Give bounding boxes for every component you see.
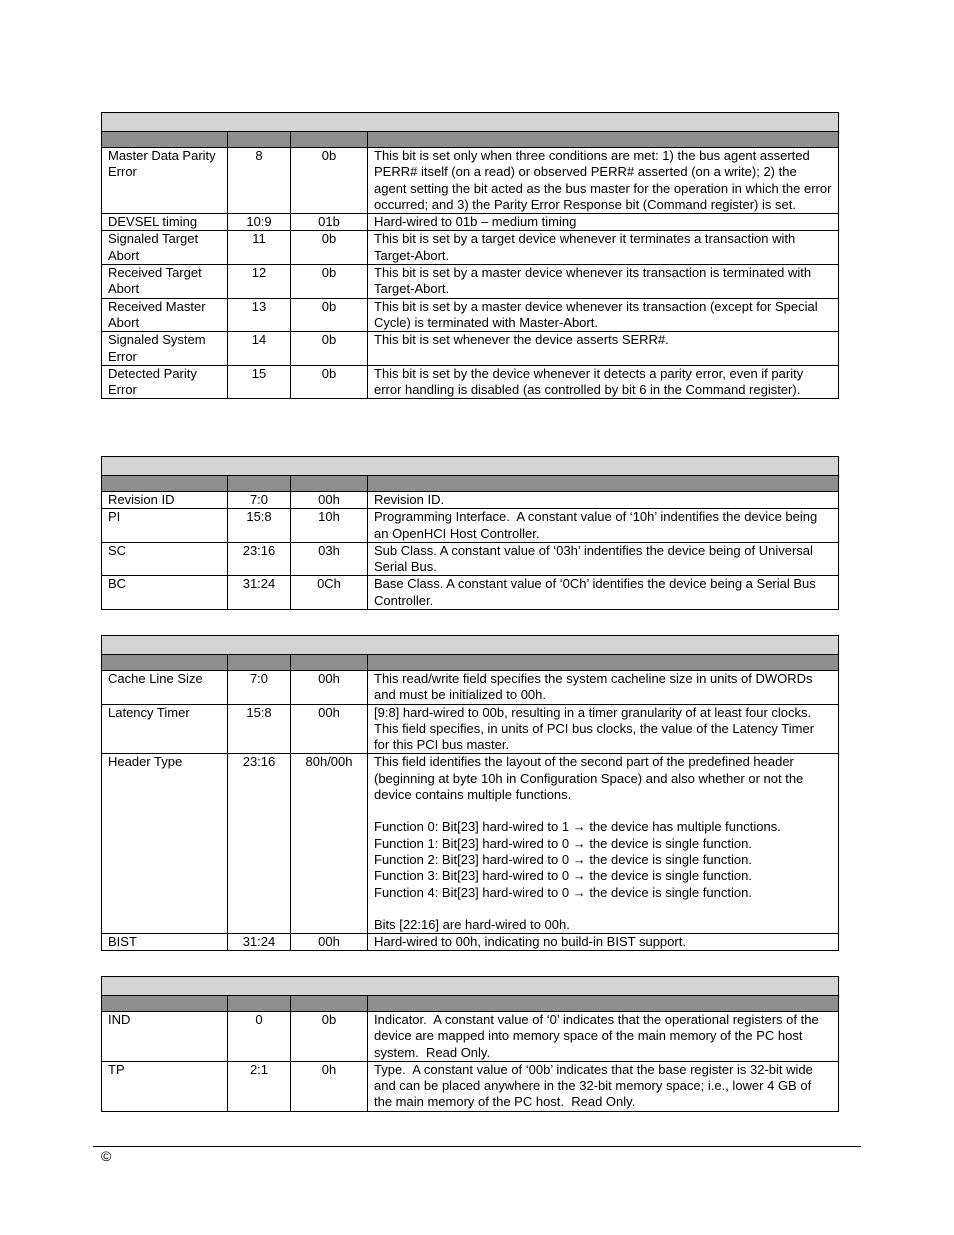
- field-name-cell: Signaled System Error: [102, 332, 228, 366]
- description-cell: [368, 265, 839, 299]
- description-text: Indicator. A constant value of ‘0’ indicates that the operational registers of the device are mapped into memory space of the main memory of the PC host system. Read Only.: [374, 1012, 823, 1060]
- field-name-cell: Master Data Parity Error: [102, 148, 228, 214]
- default-value-cell: 0b: [291, 298, 368, 332]
- default-value-cell: 80h/00h: [291, 754, 368, 934]
- description-cell: [368, 542, 839, 576]
- table-row: [102, 542, 839, 576]
- table-row: [102, 298, 839, 332]
- default-value-cell: 0b: [291, 332, 368, 366]
- table-row: [102, 704, 839, 754]
- table-header-row: [102, 655, 839, 671]
- bits-cell: 15: [228, 365, 291, 399]
- field-name-cell: Signaled Target Abort: [102, 231, 228, 265]
- description-cell: [368, 576, 839, 610]
- default-value-cell: 10h: [291, 509, 368, 543]
- table-title-bar: [102, 113, 839, 132]
- class-code-register-table: [101, 456, 839, 610]
- description-text: This bit is set by a master device whenever its transaction is terminated with Target-Abort.: [374, 265, 815, 297]
- description-cell: [368, 934, 839, 951]
- field-name-cell: SC: [102, 542, 228, 576]
- table-row: [102, 509, 839, 543]
- bits-cell: 31:24: [228, 576, 291, 610]
- description-cell: [368, 214, 839, 231]
- default-value-cell: 01b: [291, 214, 368, 231]
- description-text: This bit is set only when three conditions are met: 1) the bus agent asserted PERR# itself (on a read) or observed PERR# asserted (on a write); 2) the agent setting the bit acted as the bus master for the operation in which the error occurred; and 3) the Parity Error Response bit (Command register) is set.: [374, 148, 836, 212]
- table-row: [102, 1012, 839, 1062]
- field-name-cell: BIST: [102, 934, 228, 951]
- description-cell: [368, 1061, 839, 1111]
- status-register-table: [101, 112, 839, 399]
- table-row: [102, 934, 839, 951]
- description-cell: [368, 704, 839, 754]
- description-text: Type. A constant value of ‘00b’ indicates that the base register is 32-bit wide and can be placed anywhere in the 32-bit memory space; i.e., lower 4 GB of the main memory of the PC host. Read Only.: [374, 1061, 817, 1110]
- table-row: [102, 1061, 839, 1111]
- default-value-cell: 0b: [291, 231, 368, 265]
- table-row: [102, 265, 839, 299]
- bits-cell: 23:16: [228, 542, 291, 576]
- default-value-cell: 0b: [291, 365, 368, 399]
- default-value-cell: 0b: [291, 148, 368, 214]
- default-value-cell: 0b: [291, 1012, 368, 1062]
- bits-cell: 10:9: [228, 214, 291, 231]
- table-row: [102, 671, 839, 705]
- copyright-symbol: ©: [101, 1148, 112, 1164]
- paragraph-gap: [374, 901, 832, 917]
- bits-cell: 23:16: [228, 754, 291, 934]
- description-text: This bit is set by a master device whenever its transaction (except for Special Cycle) is terminated with Master-Abort.: [374, 298, 822, 330]
- description-text: This bit is set by the device whenever it detects a parity error, even if parity error handling is disabled (as controlled by bit 6 in the Command register).: [374, 365, 807, 398]
- description-cell: [368, 1012, 839, 1062]
- table-row: [102, 576, 839, 610]
- bits-cell: 13: [228, 298, 291, 332]
- table-row: [102, 214, 839, 231]
- description-cell: [368, 365, 839, 399]
- description-text: This bit is set whenever the device asserts SERR#.: [374, 332, 669, 348]
- bits-cell: 15:8: [228, 704, 291, 754]
- description-text: Function 1: Bit[23] hard-wired to 0 → the device is single function.: [374, 835, 752, 851]
- default-value-cell: 03h: [291, 542, 368, 576]
- description-text: This read/write field specifies the system cacheline size in units of DWORDs and must be initialized to 00h.: [374, 671, 817, 703]
- description-text: Base Class. A constant value of ‘0Ch’ identifies the device being a Serial Bus Controller.: [374, 576, 820, 608]
- paragraph-gap: [374, 803, 832, 819]
- description-cell: [368, 492, 839, 509]
- table-row: [102, 148, 839, 214]
- table-row: [102, 231, 839, 265]
- header-register-table: [101, 635, 839, 951]
- field-name-cell: Received Master Abort: [102, 298, 228, 332]
- bits-cell: 15:8: [228, 509, 291, 543]
- bits-cell: 0: [228, 1012, 291, 1062]
- description-text: Hard-wired to 01b – medium timing: [374, 214, 577, 230]
- table-header-row: [102, 476, 839, 492]
- description-cell: [368, 148, 839, 214]
- bits-cell: 31:24: [228, 934, 291, 951]
- description-text: Programming Interface. A constant value of ‘10h’ indentifies the device being an OpenHCI Host Controller.: [374, 509, 821, 541]
- footer-divider: [93, 1146, 861, 1147]
- bits-cell: 12: [228, 265, 291, 299]
- description-cell: [368, 231, 839, 265]
- field-name-cell: DEVSEL timing: [102, 214, 228, 231]
- default-value-cell: 00h: [291, 671, 368, 705]
- description-cell: [368, 671, 839, 705]
- field-name-cell: TP: [102, 1061, 228, 1111]
- field-name-cell: Latency Timer: [102, 704, 228, 754]
- description-text: Function 4: Bit[23] hard-wired to 0 → the device is single function.: [374, 884, 752, 900]
- default-value-cell: 0h: [291, 1061, 368, 1111]
- field-name-cell: Received Target Abort: [102, 265, 228, 299]
- description-text: [9:8] hard-wired to 00b, resulting in a timer granularity of at least four clocks. This field specifies, in units of PCI bus clocks, the value of the Latency Timer for this PCI bus master.: [374, 704, 819, 753]
- field-name-cell: BC: [102, 576, 228, 610]
- table-row: [102, 365, 839, 399]
- base-address-register-table: [101, 976, 839, 1112]
- field-name-cell: PI: [102, 509, 228, 543]
- bits-cell: 14: [228, 332, 291, 366]
- field-name-cell: Cache Line Size: [102, 671, 228, 705]
- description-text: This bit is set by a target device whenever it terminates a transaction with Target-Abort.: [374, 231, 799, 263]
- description-cell: [368, 754, 839, 934]
- description-cell: [368, 332, 839, 366]
- bits-cell: 7:0: [228, 492, 291, 509]
- description-text: Function 2: Bit[23] hard-wired to 0 → the device is single function.: [374, 851, 752, 867]
- table-title-bar: [102, 457, 839, 476]
- description-text: Sub Class. A constant value of ‘03h’ indentifies the device being of Universal Serial Bus.: [374, 542, 817, 575]
- field-name-cell: Revision ID: [102, 492, 228, 509]
- bits-cell: 11: [228, 231, 291, 265]
- table-row: [102, 754, 839, 934]
- field-name-cell: Header Type: [102, 754, 228, 934]
- bits-cell: 8: [228, 148, 291, 214]
- description-text: Revision ID.: [374, 492, 445, 507]
- table-title-bar: [102, 977, 839, 996]
- description-text: This field identifies the layout of the second part of the predefined header (beginning at byte 10h in Configuration Space) and also whether or not the device contains multiple functions.: [374, 754, 807, 803]
- default-value-cell: 0b: [291, 265, 368, 299]
- table-row: [102, 332, 839, 366]
- description-text: Function 0: Bit[23] hard-wired to 1 → the device has multiple functions.: [374, 819, 781, 835]
- table-header-row: [102, 132, 839, 148]
- table-title-bar: [102, 636, 839, 655]
- table-row: [102, 492, 839, 509]
- description-cell: [368, 509, 839, 543]
- default-value-cell: 0Ch: [291, 576, 368, 610]
- field-name-cell: Detected Parity Error: [102, 365, 228, 399]
- description-text: Hard-wired to 00h, indicating no build-in BIST support.: [374, 934, 686, 950]
- field-name-cell: IND: [102, 1012, 228, 1062]
- description-text: Function 3: Bit[23] hard-wired to 0 → the device is single function.: [374, 868, 752, 884]
- description-cell: [368, 298, 839, 332]
- description-text: Bits [22:16] are hard-wired to 00h.: [374, 916, 570, 932]
- default-value-cell: 00h: [291, 704, 368, 754]
- default-value-cell: 00h: [291, 492, 368, 509]
- default-value-cell: 00h: [291, 934, 368, 951]
- bits-cell: 2:1: [228, 1061, 291, 1111]
- table-header-row: [102, 996, 839, 1012]
- bits-cell: 7:0: [228, 671, 291, 705]
